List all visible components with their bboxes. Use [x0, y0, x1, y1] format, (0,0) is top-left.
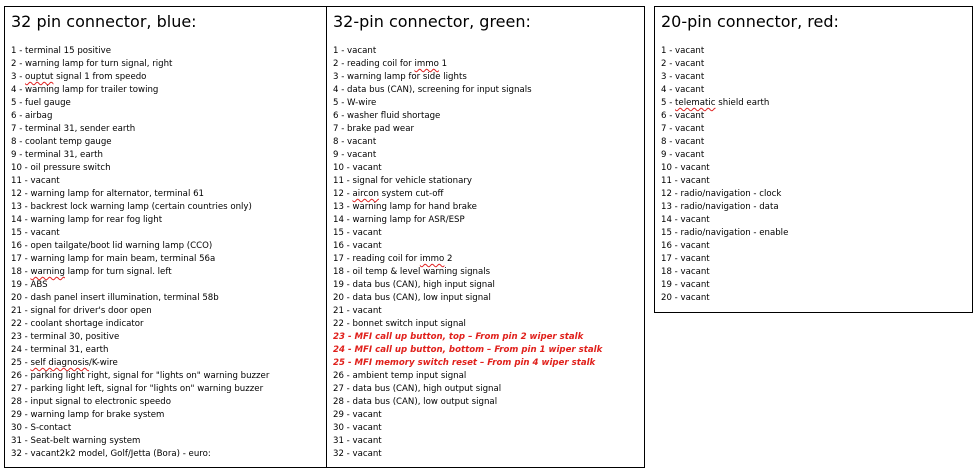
pin-row: 23 - terminal 30, positive	[11, 332, 120, 342]
pin-row: 8 - coolant temp gauge	[11, 137, 112, 147]
pin-row: 3 - vacant	[661, 72, 705, 82]
pin-row: 21 - vacant	[333, 306, 382, 316]
pin-row: 29 - vacant	[333, 410, 382, 420]
pin-row: 14 - warning lamp for ASR/ESP	[333, 215, 465, 225]
pin-row: 6 - vacant	[661, 111, 705, 121]
pin-row: 31 - Seat-belt warning system	[11, 436, 141, 446]
pin-row: 9 - terminal 31, earth	[11, 150, 103, 160]
pin-row: 7 - brake pad wear	[333, 124, 414, 134]
pin-row: 2 - reading coil for immo 1	[333, 59, 448, 69]
pin-row: 9 - vacant	[333, 150, 377, 160]
pin-row: 19 - vacant	[661, 280, 710, 290]
blue-connector-table	[4, 6, 326, 468]
pin-row: 20 - vacant	[661, 293, 710, 303]
pin-row: 25 - self diagnosis/K-wire	[11, 358, 118, 368]
pin-row: 3 - warning lamp for side lights	[333, 72, 467, 82]
pin-row: 9 - vacant	[661, 150, 705, 160]
green-connector-table	[326, 6, 645, 468]
pin-row: 17 - warning lamp for main beam, terminal 56a	[11, 254, 216, 264]
pin-row: 11 - signal for vehicle stationary	[333, 176, 472, 186]
pin-row: 20 - dash panel insert illumination, terminal 58b	[11, 293, 219, 303]
pin-row: 13 - backrest lock warning lamp (certain countries only)	[11, 202, 252, 212]
pin-row: 4 - vacant	[661, 85, 705, 95]
pin-row: 18 - oil temp & level warning signals	[333, 267, 491, 277]
pin-row: 18 - vacant	[661, 267, 710, 277]
pin-row: 5 - fuel gauge	[11, 98, 71, 108]
pin-row: 12 - radio/navigation - clock	[661, 189, 782, 199]
red-connector-table	[654, 6, 973, 313]
pin-row: 6 - washer fluid shortage	[333, 111, 441, 121]
red-pin-list	[661, 45, 788, 305]
pin-row: 25 - MFI memory switch reset – From pin 4 wiper stalk	[333, 358, 596, 368]
spellcheck-underline: telematic	[675, 98, 716, 108]
pin-row: 1 - vacant	[333, 46, 377, 56]
spellcheck-underline: immo	[419, 254, 445, 264]
pin-row: 12 - warning lamp for alternator, terminal 61	[11, 189, 204, 199]
pin-row: 8 - vacant	[661, 137, 705, 147]
pin-row: 14 - vacant	[661, 215, 710, 225]
pin-row: 22 - bonnet switch input signal	[333, 319, 466, 329]
spellcheck-underline: aircon	[352, 189, 379, 199]
pin-row: 10 - vacant	[661, 163, 710, 173]
pin-row: 7 - vacant	[661, 124, 705, 134]
pin-row: 15 - vacant	[333, 228, 382, 238]
pin-row: 28 - data bus (CAN), low output signal	[333, 397, 498, 407]
spellcheck-underline: warning	[30, 267, 65, 277]
pin-row: 3 - ouptut signal 1 from speedo	[11, 72, 147, 82]
pin-row: 22 - coolant shortage indicator	[11, 319, 144, 329]
pin-row: 17 - reading coil for immo 2	[333, 254, 453, 264]
pin-row: 24 - MFI call up button, bottom – From pin 1 wiper stalk	[333, 345, 603, 355]
pin-row: 29 - warning lamp for brake system	[11, 410, 165, 420]
pin-row: 21 - signal for driver's door open	[11, 306, 152, 316]
pin-row: 5 - W-wire	[333, 98, 377, 108]
pin-row: 14 - warning lamp for rear fog light	[11, 215, 163, 225]
pin-row: 24 - terminal 31, earth	[11, 345, 109, 355]
blue-pin-list	[11, 45, 269, 461]
pin-row: 32 - vacant2k2 model, Golf/Jetta (Bora) - euro:	[11, 449, 211, 459]
pin-row: 11 - vacant	[661, 176, 710, 186]
pin-row: 32 - vacant	[333, 449, 382, 459]
spellcheck-underline: self diagnosis	[30, 358, 90, 368]
pin-row: 30 - vacant	[333, 423, 382, 433]
pin-row: 16 - vacant	[333, 241, 382, 251]
pin-row: 2 - warning lamp for turn signal, right	[11, 59, 173, 69]
pin-row: 5 - telematic shield earth	[661, 98, 770, 108]
pin-row: 10 - vacant	[333, 163, 382, 173]
pin-row: 4 - warning lamp for trailer towing	[11, 85, 159, 95]
green-pin-list	[333, 45, 602, 461]
pin-row: 15 - vacant	[11, 228, 60, 238]
pin-row: 16 - vacant	[661, 241, 710, 251]
red-connector-title: 20-pin connector, red:	[661, 12, 839, 31]
pin-row: 17 - vacant	[661, 254, 710, 264]
pin-row: 2 - vacant	[661, 59, 705, 69]
pin-row: 12 - aircon system cut-off	[333, 189, 444, 199]
pin-row: 1 - vacant	[661, 46, 705, 56]
pin-row: 11 - vacant	[11, 176, 60, 186]
green-connector-title: 32-pin connector, green:	[333, 12, 531, 31]
pin-row: 13 - radio/navigation - data	[661, 202, 779, 212]
pin-row: 4 - data bus (CAN), screening for input signals	[333, 85, 532, 95]
pin-row: 6 - airbag	[11, 111, 53, 121]
pin-row: 10 - oil pressure switch	[11, 163, 111, 173]
pin-row: 26 - ambient temp input signal	[333, 371, 467, 381]
pin-row: 20 - data bus (CAN), low input signal	[333, 293, 491, 303]
blue-connector-title: 32 pin connector, blue:	[11, 12, 197, 31]
pin-row: 31 - vacant	[333, 436, 382, 446]
pin-row: 16 - open tailgate/boot lid warning lamp (CCO)	[11, 241, 213, 251]
pin-row: 28 - input signal to electronic speedo	[11, 397, 172, 407]
pin-row: 1 - terminal 15 positive	[11, 46, 112, 56]
pin-row: 7 - terminal 31, sender earth	[11, 124, 136, 134]
pin-row: 18 - warning lamp for turn signal. left	[11, 267, 172, 277]
pin-row: 27 - data bus (CAN), high output signal	[333, 384, 502, 394]
spellcheck-underline: immo	[414, 59, 439, 69]
pin-row: 23 - MFI call up button, top – From pin 2 wiper stalk	[333, 332, 584, 342]
pin-row: 19 - data bus (CAN), high input signal	[333, 280, 495, 290]
pin-row: 27 - parking light left, signal for "lights on" warning buzzer	[11, 384, 264, 394]
pin-row: 26 - parking light right, signal for "lights on" warning buzzer	[11, 371, 270, 381]
pin-row: 15 - radio/navigation - enable	[661, 228, 789, 238]
pin-row: 8 - vacant	[333, 137, 377, 147]
spellcheck-underline: ouptut	[25, 72, 54, 82]
pin-row: 13 - warning lamp for hand brake	[333, 202, 477, 212]
pin-row: 30 - S-contact	[11, 423, 72, 433]
pin-row: 19 - ABS	[11, 280, 48, 290]
